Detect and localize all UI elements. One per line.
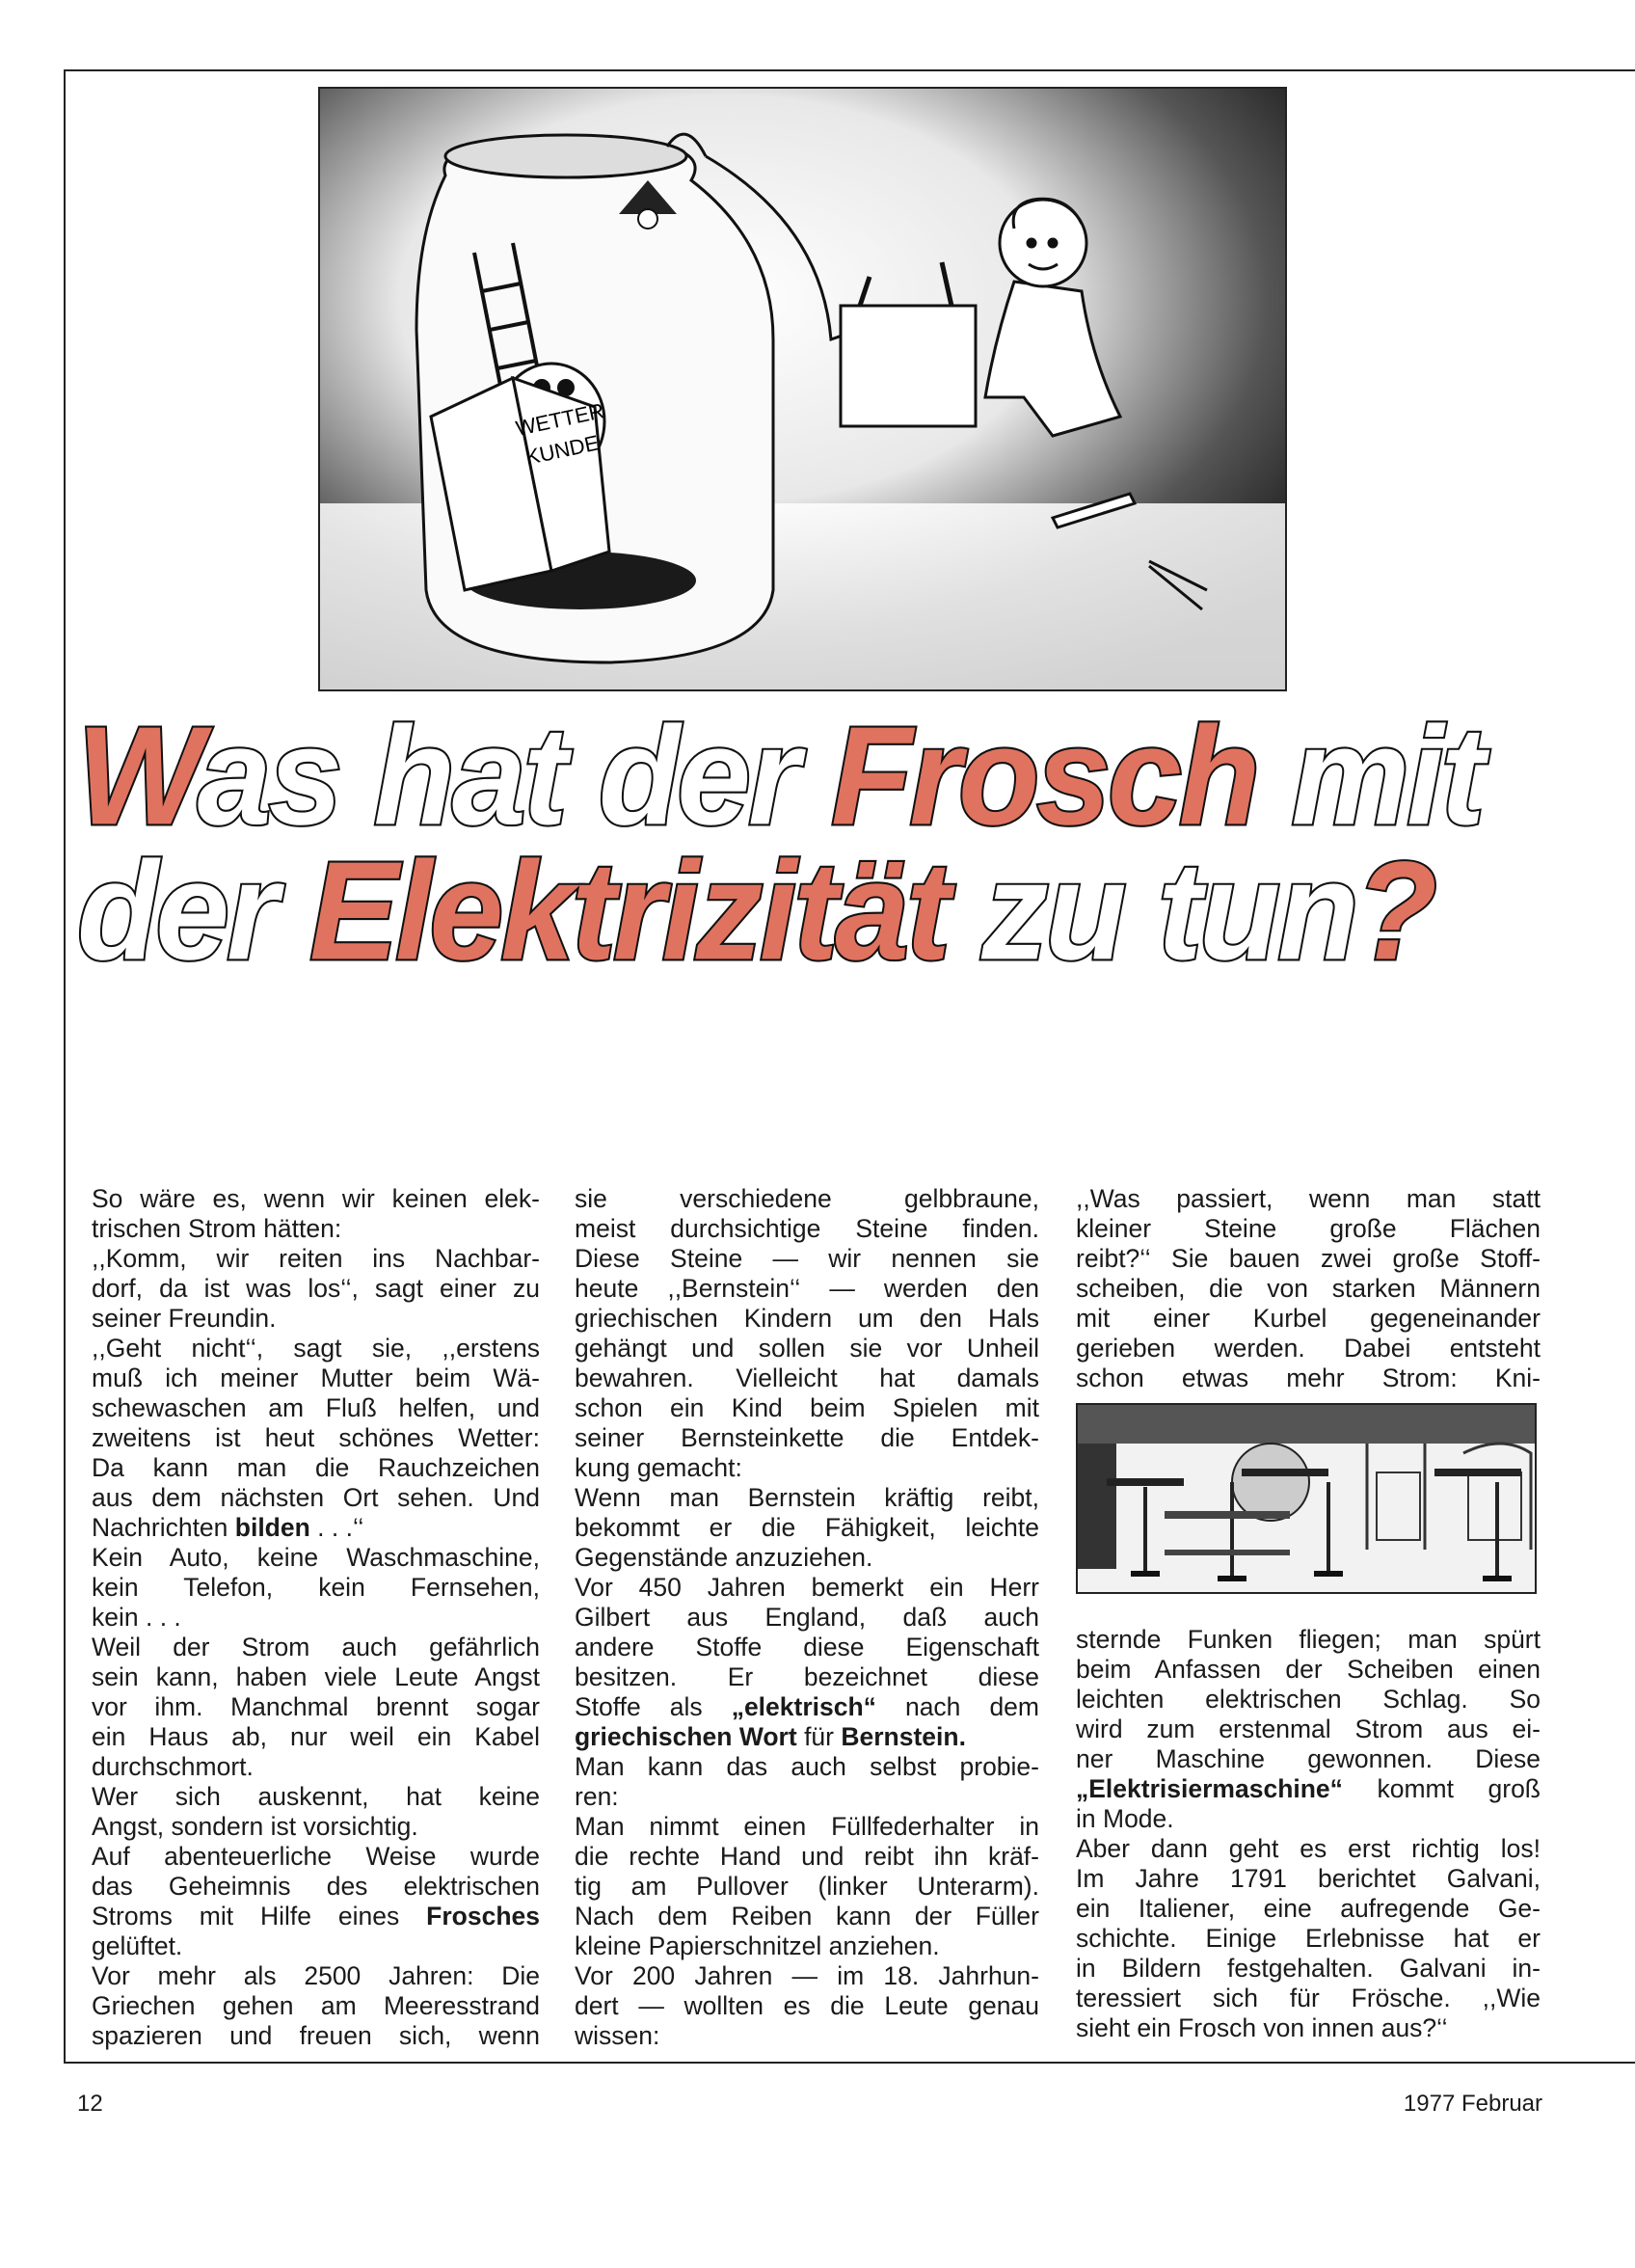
text-line: schewaschen am Fluß helfen, und bbox=[92, 1393, 540, 1422]
paragraph bbox=[575, 1483, 1039, 1573]
bold-text: Frosches bbox=[426, 1902, 540, 1930]
cartoon-illustration bbox=[318, 87, 1287, 691]
text-line: ren: bbox=[575, 1782, 619, 1811]
text-line bbox=[575, 1722, 1039, 1752]
text-line: tig am Pullover (linker Unterarm). bbox=[575, 1872, 1039, 1901]
text-line: gehängt und sollen sie vor Unheil bbox=[575, 1334, 1039, 1363]
page-frame-bottom-rule bbox=[64, 2062, 1635, 2064]
text-line: Nach dem Reiben kann der Füller bbox=[575, 1902, 1039, 1930]
bold-text: bilden bbox=[234, 1513, 310, 1542]
paragraph bbox=[92, 1543, 540, 1633]
paragraph bbox=[92, 1961, 540, 2051]
text-line: seiner Bernsteinkette die Entdek- bbox=[575, 1423, 1039, 1452]
text-line: ,,Komm, wir reiten ins Nachbar- bbox=[92, 1244, 540, 1273]
text-line: scheiben, die von starken Männern bbox=[1076, 1274, 1541, 1303]
text-segment: Stroms mit Hilfe eines bbox=[92, 1902, 427, 1930]
article-title bbox=[77, 698, 1523, 989]
text-line: gelüftet. bbox=[92, 1931, 183, 1960]
text-line: Auf abenteuerliche Weise wurde bbox=[92, 1842, 540, 1871]
text-line: andere Stoffe diese Eigenschaft bbox=[575, 1633, 1039, 1661]
title-segment: W bbox=[77, 698, 198, 854]
text-line: kein . . . bbox=[92, 1603, 181, 1632]
book-title-line1: WETTER bbox=[513, 398, 606, 441]
text-line bbox=[92, 1513, 540, 1543]
paragraph bbox=[1076, 1625, 1541, 1834]
text-segment: kommt groß bbox=[1342, 1774, 1541, 1803]
paragraph bbox=[575, 1961, 1039, 2051]
text-line: Man kann das auch selbst probie- bbox=[575, 1752, 1039, 1781]
book-title-line2: KUNDE bbox=[523, 430, 602, 470]
text-line: bekommt er die Fähigkeit, leichte bbox=[575, 1513, 1039, 1542]
text-line: Gegenstände anzuziehen. bbox=[575, 1543, 873, 1572]
paragraph bbox=[575, 1752, 1039, 1812]
text-line: kleine Papierschnitzel anziehen. bbox=[575, 1931, 940, 1960]
paragraph bbox=[575, 1573, 1039, 1752]
title-segment: ? bbox=[1355, 833, 1434, 989]
bold-text: „elektrisch“ bbox=[731, 1692, 876, 1721]
title-line-2 bbox=[77, 833, 1523, 989]
text-line: Diese Steine — wir nennen sie bbox=[575, 1244, 1039, 1273]
text-line: schichte. Einige Erlebnisse hat er bbox=[1076, 1924, 1541, 1953]
text-line: Da kann man die Rauchzeichen bbox=[92, 1453, 540, 1482]
text-line: So wäre es, wenn wir keinen elek- bbox=[92, 1184, 540, 1213]
text-line: bewahren. Vielleicht hat damals bbox=[575, 1364, 1039, 1392]
text-line: Vor 450 Jahren bemerkt ein Herr bbox=[575, 1573, 1039, 1602]
text-line: Aber dann geht es erst richtig los! bbox=[1076, 1834, 1541, 1863]
electrostatic-machine-engraving bbox=[1076, 1403, 1537, 1594]
text-line: seiner Freundin. bbox=[92, 1304, 277, 1333]
text-line: schon ein Kind beim Spielen mit bbox=[575, 1393, 1039, 1422]
text-line: sein kann, haben viele Leute Angst bbox=[92, 1662, 540, 1691]
text-line: Vor mehr als 2500 Jahren: Die bbox=[92, 1961, 540, 1990]
text-segment: Stoffe als bbox=[575, 1692, 732, 1721]
title-line-1 bbox=[77, 698, 1523, 854]
title-segment: der bbox=[77, 833, 310, 989]
text-line: leichten elektrischen Schlag. So bbox=[1076, 1685, 1541, 1714]
text-segment: für bbox=[796, 1722, 842, 1751]
paragraph bbox=[92, 1184, 540, 1244]
issue-date: 1977 Februar bbox=[1403, 2091, 1542, 2117]
text-line: das Geheimnis des elektrischen bbox=[92, 1872, 540, 1901]
paragraph bbox=[92, 1842, 540, 1961]
text-line: Kein Auto, keine Waschmaschine, bbox=[92, 1543, 540, 1572]
text-column-1 bbox=[92, 1184, 540, 2051]
bold-text: „Elektrisiermaschine“ bbox=[1076, 1774, 1343, 1803]
title-segment: Frosch bbox=[831, 698, 1258, 854]
text-line: ner Maschine gewonnen. Diese bbox=[1076, 1744, 1541, 1773]
text-line: die rechte Hand und reibt ihn kräf- bbox=[575, 1842, 1039, 1871]
text-line: griechischen Kindern um den Hals bbox=[575, 1304, 1039, 1333]
text-segment: . . .‘‘ bbox=[309, 1513, 364, 1542]
text-line: teressiert sich für Frösche. ,,Wie bbox=[1076, 1984, 1541, 2012]
text-line: muß ich meiner Mutter beim Wä- bbox=[92, 1364, 540, 1392]
text-line: meist durchsichtige Steine finden. bbox=[575, 1214, 1039, 1243]
paragraph bbox=[1076, 1834, 1541, 2043]
text-segment: Nachrichten bbox=[92, 1513, 235, 1542]
text-line: sie verschiedene gelbbraune, bbox=[575, 1184, 1039, 1213]
text-line: besitzen. Er bezeichnet diese bbox=[575, 1662, 1039, 1691]
text-line: dorf, da ist was los‘‘, sagt einer zu bbox=[92, 1274, 540, 1303]
text-line: Griechen gehen am Meeresstrand bbox=[92, 1991, 540, 2020]
text-line: wird zum erstenmal Strom aus ei- bbox=[1076, 1714, 1541, 1743]
bold-text: Bernstein. bbox=[841, 1722, 966, 1751]
page-frame-top-rule bbox=[64, 69, 1635, 71]
text-line: sieht ein Frosch von innen aus?‘‘ bbox=[1076, 2013, 1448, 2042]
text-line: ein Haus ab, nur weil ein Kabel bbox=[92, 1722, 540, 1751]
text-line: in Mode. bbox=[1076, 1804, 1174, 1833]
text-column-3 bbox=[1076, 1184, 1541, 2043]
text-line: kein Telefon, kein Fernsehen, bbox=[92, 1573, 540, 1602]
text-line: Wenn man Bernstein kräftig reibt, bbox=[575, 1483, 1039, 1512]
bold-text: griechischen Wort bbox=[575, 1722, 797, 1751]
text-line: ein Italiener, eine aufregende Ge- bbox=[1076, 1894, 1541, 1923]
paragraph bbox=[575, 1812, 1039, 1961]
text-line: trischen Strom hätten: bbox=[92, 1214, 342, 1243]
text-line: wissen: bbox=[575, 2021, 660, 2050]
text-line: Gilbert aus England, daß auch bbox=[575, 1603, 1039, 1632]
text-line: heute ,,Bernstein‘‘ — werden den bbox=[575, 1274, 1039, 1303]
text-line: dert — wollten es die Leute genau bbox=[575, 1991, 1039, 2020]
title-segment: as hat der bbox=[197, 698, 832, 854]
text-line bbox=[92, 1902, 540, 1931]
paragraph bbox=[92, 1334, 540, 1543]
text-line: Vor 200 Jahren — im 18. Jahrhun- bbox=[575, 1961, 1039, 1990]
text-line: spazieren und freuen sich, wenn bbox=[92, 2021, 540, 2050]
title-segment: zu tun bbox=[947, 833, 1356, 989]
text-line: Angst, sondern ist vorsichtig. bbox=[92, 1812, 418, 1841]
text-line: beim Anfassen der Scheiben einen bbox=[1076, 1655, 1541, 1684]
text-segment: nach dem bbox=[875, 1692, 1039, 1721]
text-line: Wer sich auskennt, hat keine bbox=[92, 1782, 540, 1811]
text-line: in Bildern festgehalten. Galvani in- bbox=[1076, 1954, 1541, 1983]
text-line: gerieben werden. Dabei entsteht bbox=[1076, 1334, 1541, 1363]
text-column-2 bbox=[575, 1184, 1039, 2051]
text-line: durchschmort. bbox=[92, 1752, 254, 1781]
title-segment: Elektrizität bbox=[309, 833, 948, 989]
paragraph bbox=[92, 1244, 540, 1334]
text-line: zweitens ist heut schönes Wetter: bbox=[92, 1423, 540, 1452]
page-number: 12 bbox=[77, 2091, 103, 2117]
text-line bbox=[575, 1692, 1039, 1722]
paragraph bbox=[92, 1782, 540, 1842]
text-line: kleiner Steine große Flächen bbox=[1076, 1214, 1541, 1243]
text-line: ,,Geht nicht‘‘, sagt sie, ,,erstens bbox=[92, 1334, 540, 1363]
title-segment: mit bbox=[1257, 698, 1483, 854]
text-line: kung gemacht: bbox=[575, 1453, 742, 1482]
text-line: schon etwas mehr Strom: Kni- bbox=[1076, 1364, 1541, 1392]
text-line: Man nimmt einen Füllfederhalter in bbox=[575, 1812, 1039, 1841]
paragraph bbox=[92, 1633, 540, 1782]
paragraph bbox=[575, 1184, 1039, 1483]
text-line bbox=[1076, 1774, 1541, 1804]
page-frame-left-rule bbox=[64, 69, 66, 2064]
text-line: aus dem nächsten Ort sehen. Und bbox=[92, 1483, 540, 1512]
text-line: Weil der Strom auch gefährlich bbox=[92, 1633, 540, 1661]
text-line: ,,Was passiert, wenn man statt bbox=[1076, 1184, 1541, 1213]
text-line: vor ihm. Manchmal brennt sogar bbox=[92, 1692, 540, 1721]
text-line: Im Jahre 1791 berichtet Galvani, bbox=[1076, 1864, 1541, 1893]
text-line: reibt?‘‘ Sie bauen zwei große Stoff- bbox=[1076, 1244, 1541, 1273]
paragraph bbox=[1076, 1184, 1541, 1393]
text-line: mit einer Kurbel gegeneinander bbox=[1076, 1304, 1541, 1333]
text-line: sternde Funken fliegen; man spürt bbox=[1076, 1625, 1541, 1654]
